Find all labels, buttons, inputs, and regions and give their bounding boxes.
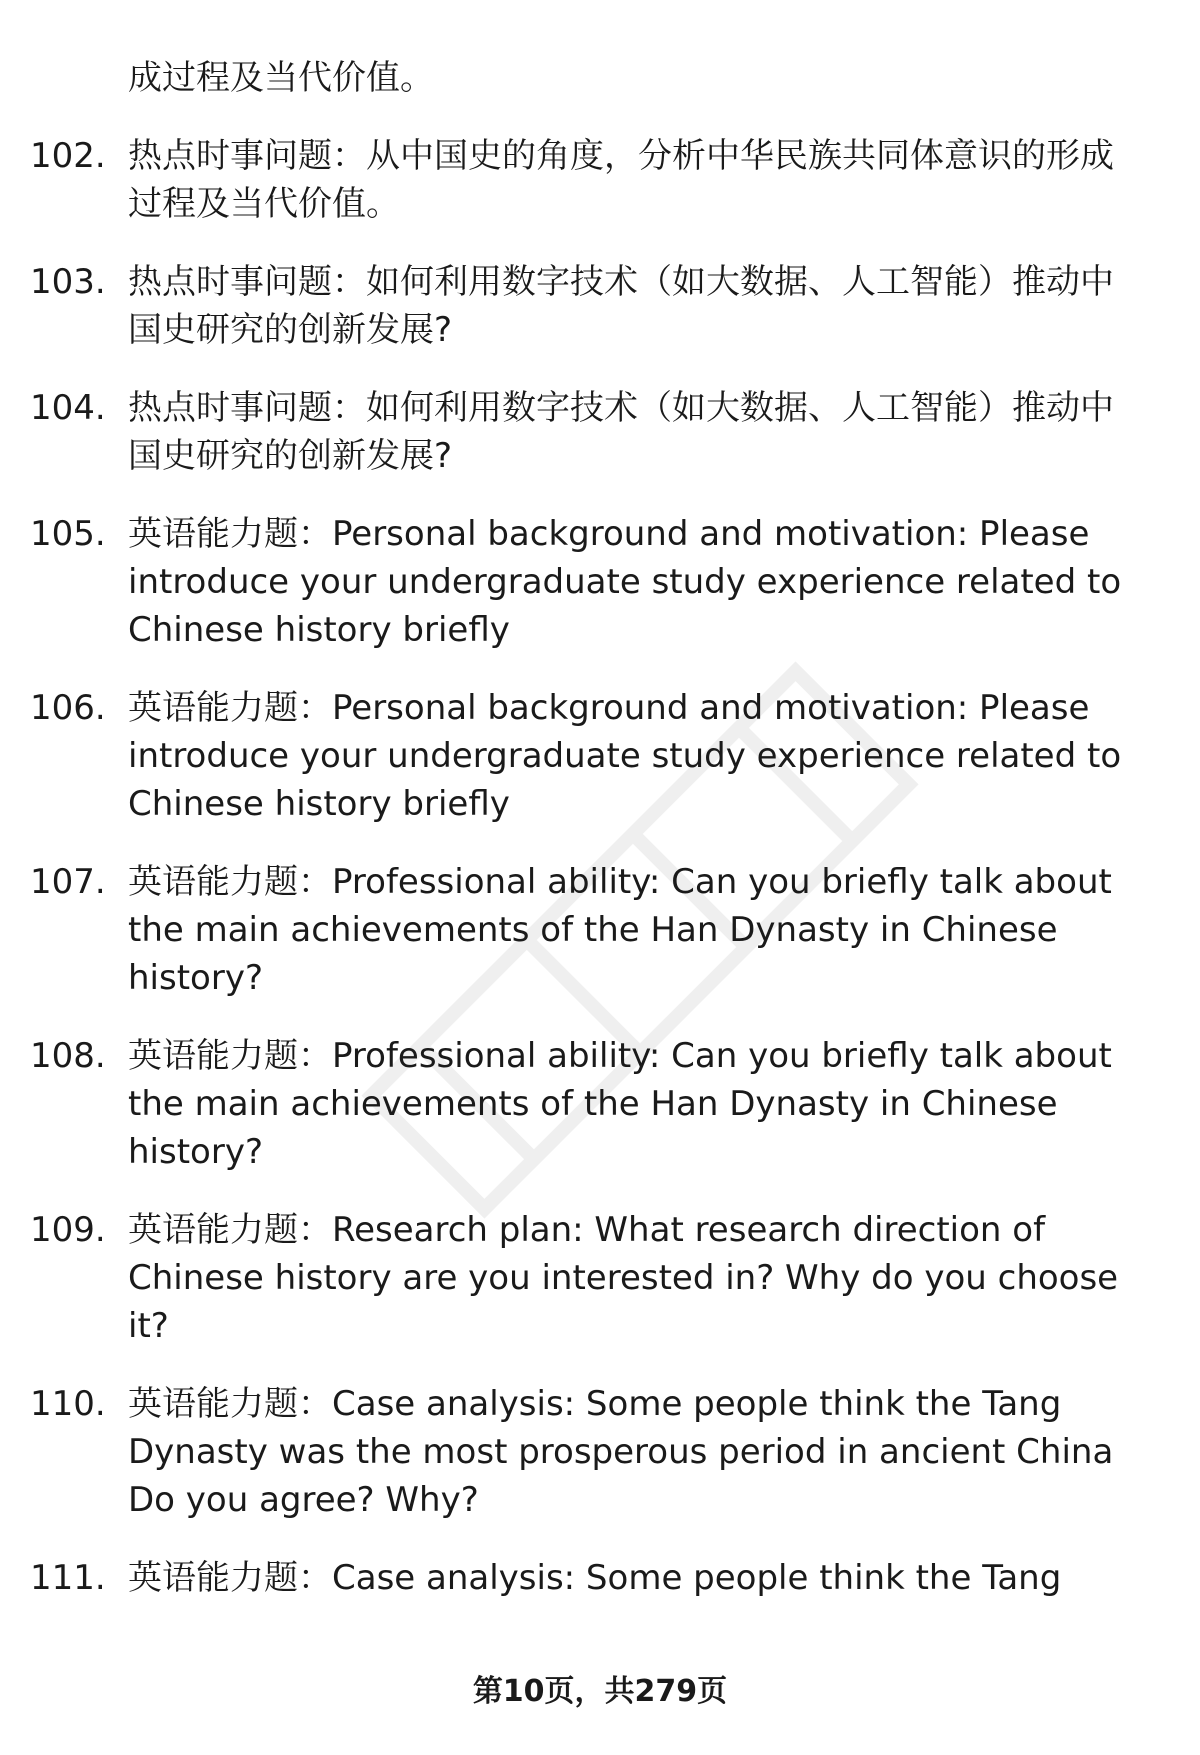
question-text: 英语能力题：Professional ability: Can you briefly talk about the main achievements of the Han Dynasty in Chinese history? — [128, 1036, 1112, 1172]
question-item — [0, 1554, 1200, 1602]
question-text: 热点时事问题：从中国史的角度，分析中华民族共同体意识的形成过程及当代价值。 — [128, 136, 1114, 224]
question-number: 103. — [30, 262, 106, 302]
question-item — [0, 132, 1200, 228]
question-item — [0, 384, 1200, 480]
question-text: 英语能力题：Personal background and motivation: Please introduce your undergraduate study experience related to Chinese history briefly — [128, 688, 1122, 824]
question-number: 104. — [30, 388, 106, 428]
question-item — [0, 858, 1200, 1002]
question-number: 110. — [30, 1384, 106, 1424]
question-text: 英语能力题：Research plan: What research direction of Chinese history are you interested in? Why do you choose it? — [128, 1210, 1119, 1346]
question-item — [0, 258, 1200, 354]
question-number: 105. — [30, 514, 106, 554]
question-text: 英语能力题：Case analysis: Some people think the Tang Dynasty was the most prosperous period in ancient China Do you agree? Why? — [128, 1384, 1114, 1520]
page-footer: 第10页，共279页 — [472, 1674, 728, 1709]
question-number: 108. — [30, 1036, 106, 1076]
question-item — [0, 510, 1200, 654]
question-text: 英语能力题：Personal background and motivation: Please introduce your undergraduate study experience related to Chinese history briefly — [128, 514, 1122, 650]
question-number: 106. — [30, 688, 106, 728]
question-number: 102. — [30, 136, 106, 176]
question-text: 英语能力题：Case analysis: Some people think the Tang — [128, 1558, 1062, 1598]
question-text: 热点时事问题：如何利用数字技术（如大数据、人工智能）推动中国史研究的创新发展? — [128, 388, 1114, 476]
question-text: 热点时事问题：如何利用数字技术（如大数据、人工智能）推动中国史研究的创新发展? — [128, 262, 1114, 350]
continuation-text: 成过程及当代价值。 — [128, 58, 434, 98]
question-list — [0, 132, 1200, 1632]
question-item — [0, 684, 1200, 828]
question-number: 109. — [30, 1210, 106, 1250]
question-item — [0, 1206, 1200, 1350]
question-item — [0, 1032, 1200, 1176]
question-number: 111. — [30, 1558, 106, 1598]
question-item — [0, 1380, 1200, 1524]
question-text: 英语能力题：Professional ability: Can you briefly talk about the main achievements of the Han Dynasty in Chinese history? — [128, 862, 1112, 998]
question-number: 107. — [30, 862, 106, 902]
